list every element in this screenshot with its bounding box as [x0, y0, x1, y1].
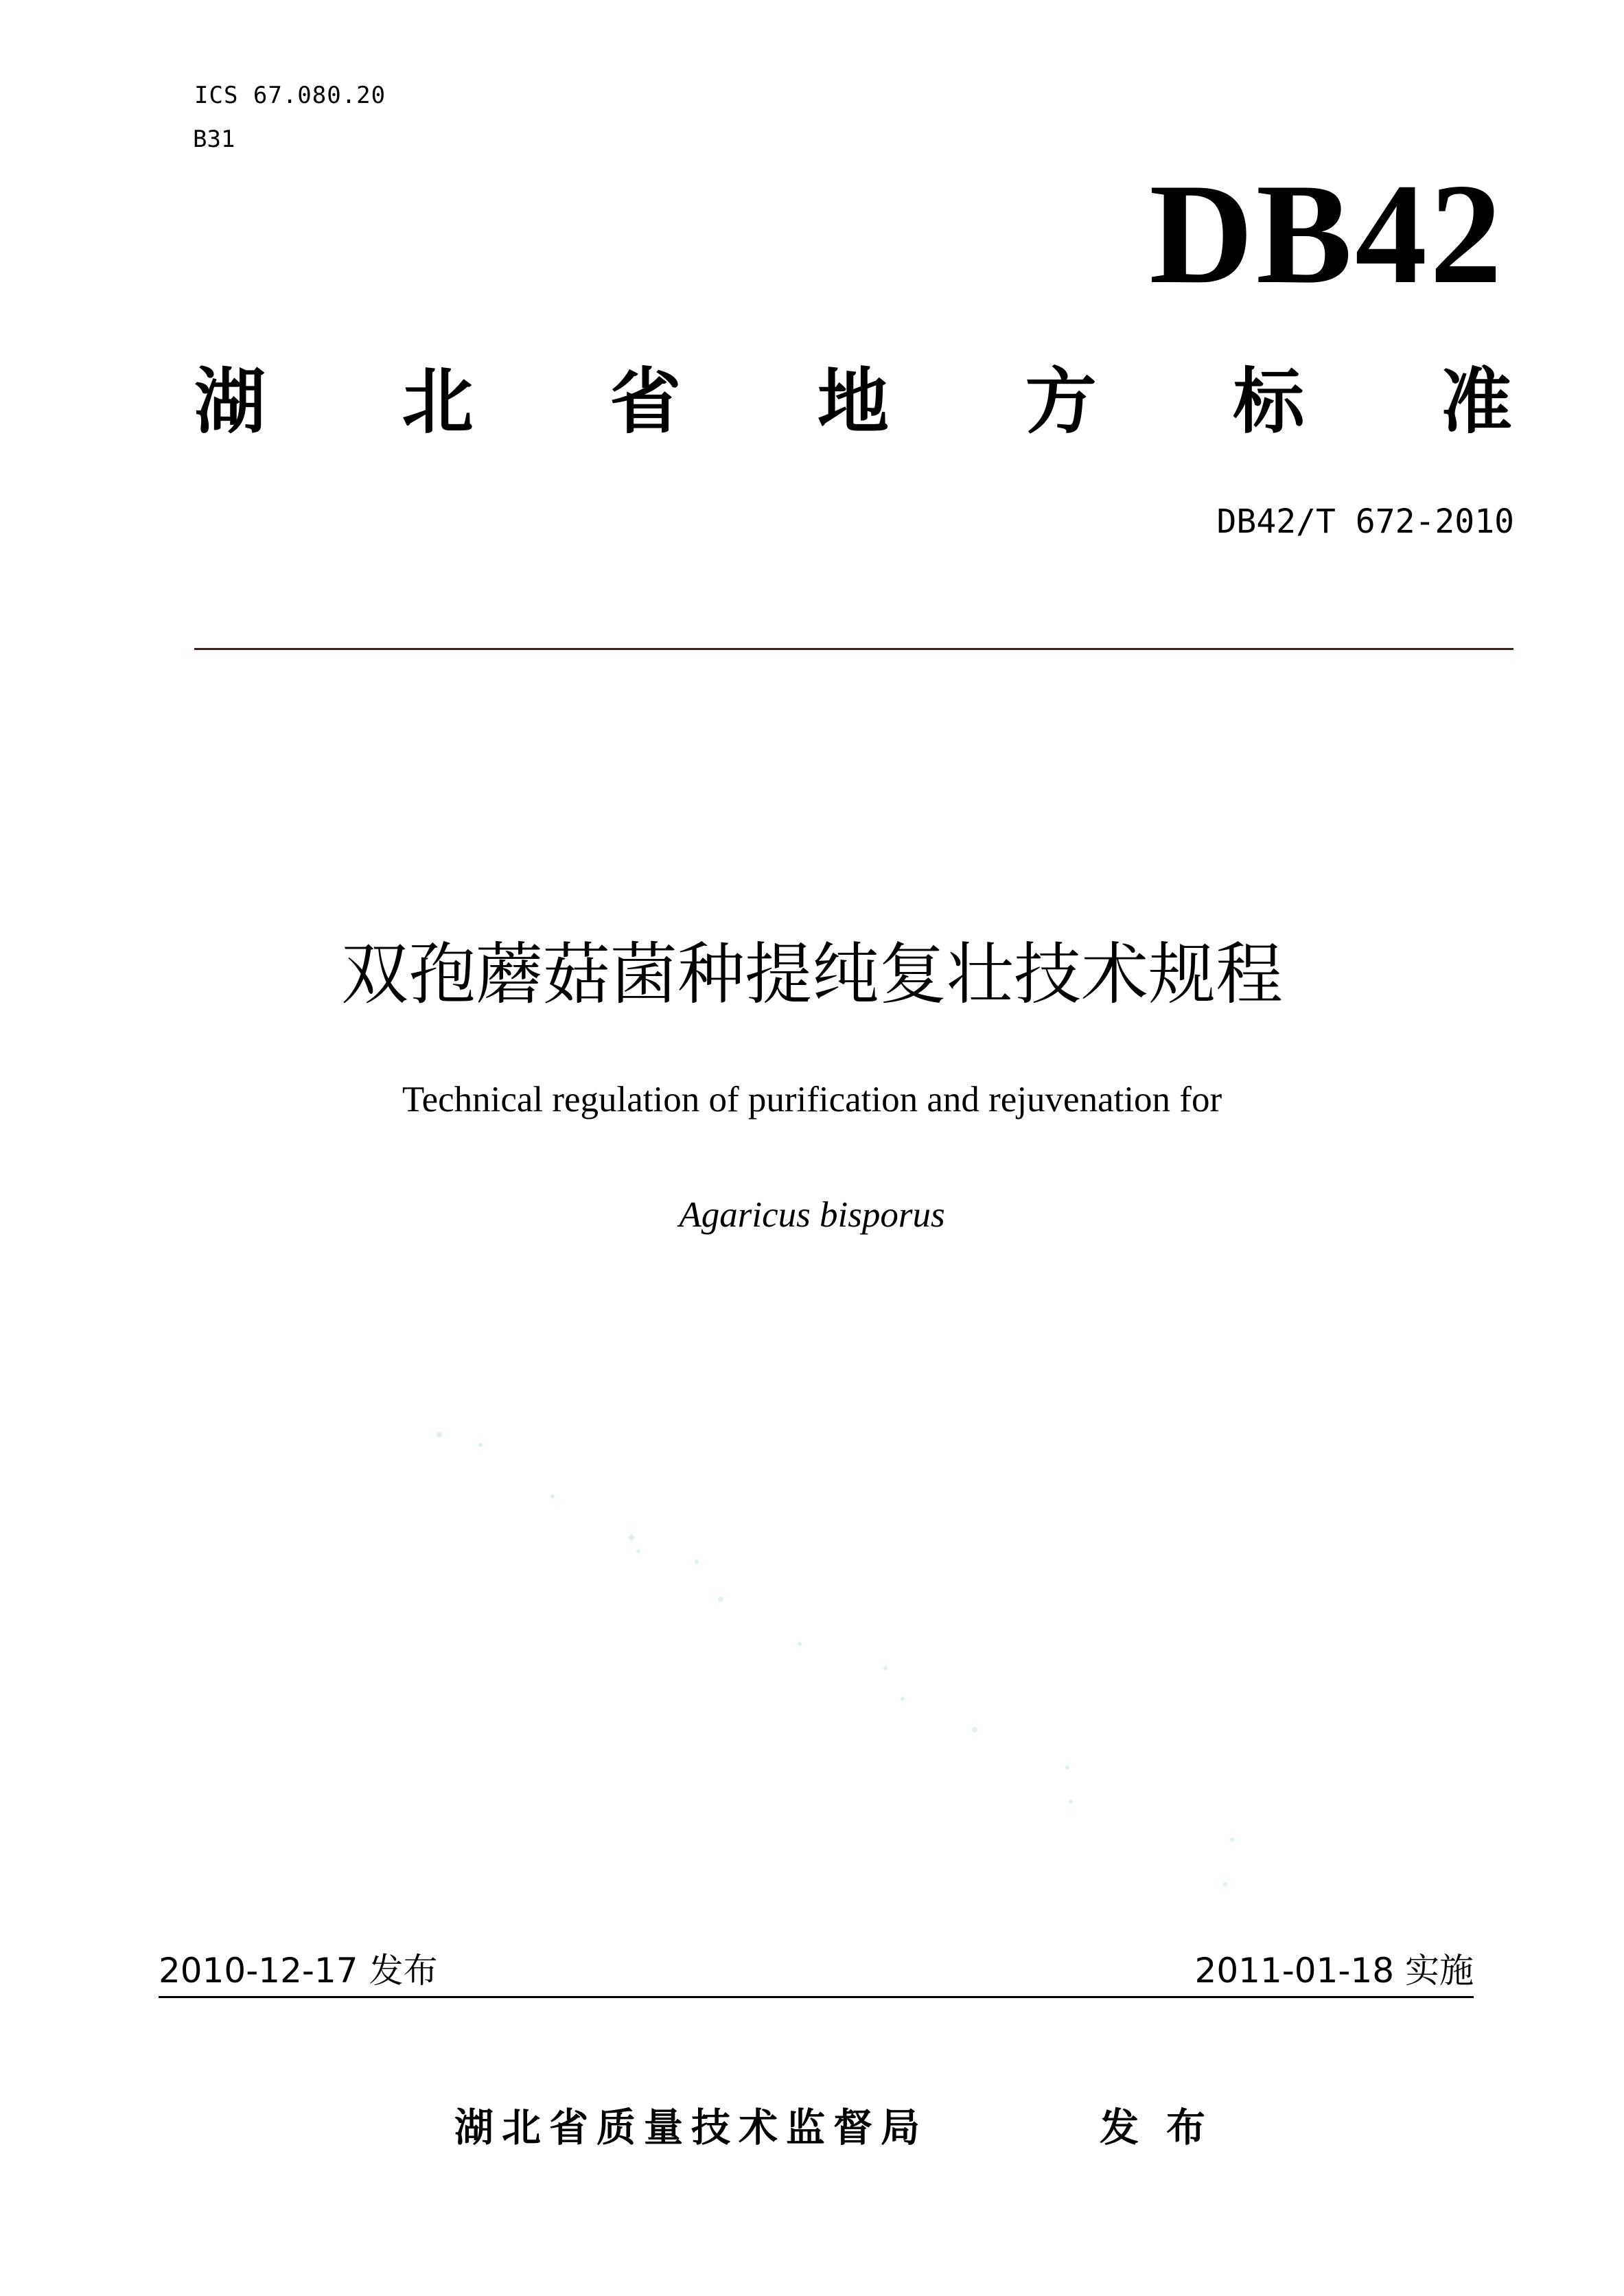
standard-type-char: 北: [402, 360, 474, 443]
regional-code: DB42: [1149, 154, 1505, 314]
standard-type-char: 标: [1233, 360, 1305, 443]
standard-type-char: 准: [1440, 360, 1512, 443]
standard-type-char: 湖: [194, 360, 266, 443]
standard-type-char: 方: [1025, 360, 1097, 443]
document-title-species: Agaricus bisporus: [679, 1195, 945, 1235]
issue-label: 发布: [1100, 2105, 1233, 2150]
issuing-authority: 湖北省质量技术监督局: [454, 2105, 928, 2150]
date-line: [159, 1947, 1474, 1995]
implement-date: 2011-01-18 实施: [1194, 1951, 1474, 1991]
standard-type-char: 省: [610, 360, 682, 443]
standard-type-char: 地: [817, 360, 889, 443]
ccs-code: B31: [193, 126, 235, 153]
document-title-english: Technical regulation of purification and rejuvenation for: [402, 1080, 1222, 1120]
document-title-chinese: 双孢蘑菇菌种提纯复壮技术规程: [340, 936, 1283, 1014]
standard-number: DB42/T 672-2010: [1216, 502, 1514, 541]
publish-date: 2010-12-17 发布: [159, 1951, 438, 1991]
ics-code: ICS 67.080.20: [194, 82, 386, 109]
date-underline: [159, 1996, 1474, 1998]
